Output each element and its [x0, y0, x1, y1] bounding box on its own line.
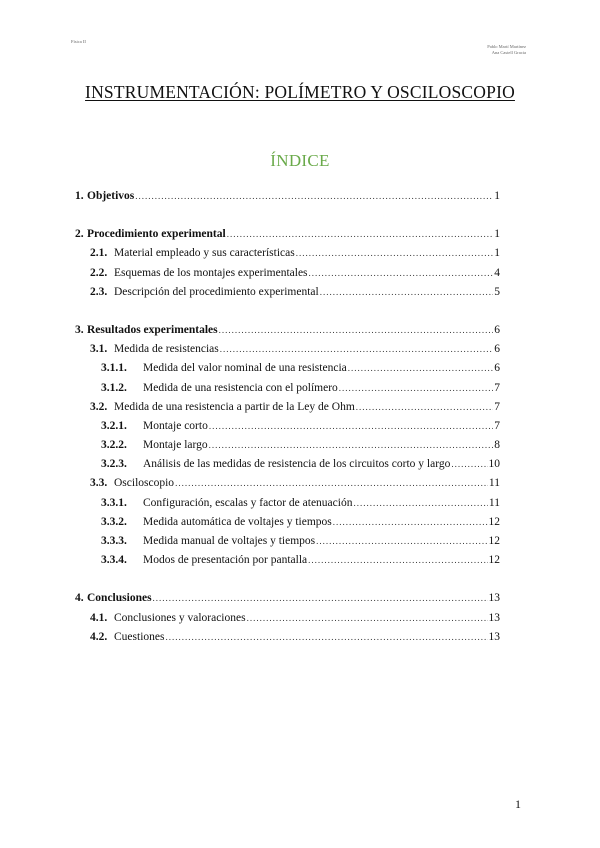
toc-label: Osciloscopio	[114, 477, 175, 490]
toc-label: Análisis de las medidas de resistencia de los circuitos corto y largo	[143, 458, 451, 471]
toc-page: 13	[488, 611, 500, 624]
toc-entry-3-2[interactable]	[75, 401, 500, 420]
dot-leader	[247, 613, 488, 623]
header-author-1: Pablo Martí Martínez	[487, 44, 526, 49]
toc-page: 13	[488, 592, 500, 605]
toc-entry-3-3[interactable]	[75, 477, 500, 496]
header-course: Física II	[71, 39, 86, 44]
toc-label: Material empleado y sus características	[114, 247, 295, 260]
toc-page: 6	[494, 323, 500, 336]
toc-entry-2-3[interactable]	[75, 286, 500, 305]
dot-leader	[356, 402, 493, 412]
toc-page: 11	[488, 477, 500, 490]
document-title: INSTRUMENTACIÓN: POLÍMETRO Y OSCILOSCOPIO	[85, 82, 515, 102]
dot-leader	[296, 248, 494, 258]
toc-page: 7	[494, 400, 500, 413]
toc-entry-3-1[interactable]	[75, 343, 500, 362]
header-authors	[487, 44, 526, 56]
dot-leader	[220, 344, 494, 354]
dot-leader	[209, 421, 493, 431]
toc-label: Conclusiones	[87, 592, 152, 605]
toc-number: 4.2.	[90, 630, 108, 643]
toc-entry-4-1[interactable]	[75, 612, 500, 631]
toc-page: 5	[494, 285, 500, 298]
toc-entry-3-1-2[interactable]	[75, 382, 500, 401]
toc-number: 3.2.1.	[101, 419, 127, 432]
dot-leader	[153, 593, 488, 603]
toc-number: 3.	[75, 323, 84, 336]
toc-label: Resultados experimentales	[87, 323, 218, 336]
toc-label: Conclusiones y valoraciones	[114, 611, 246, 624]
toc-number: 1.	[75, 190, 84, 202]
toc-number: 3.1.1.	[101, 362, 127, 375]
toc-number: 3.3.3.	[101, 535, 127, 547]
toc-label: Medida del valor nominal de una resistencia	[143, 362, 347, 375]
toc-page: 7	[494, 381, 500, 394]
toc-number: 3.1.2.	[101, 381, 127, 394]
toc-label: Medida automática de voltajes y tiempos	[143, 515, 332, 528]
toc-page: 1	[494, 247, 500, 260]
table-of-contents	[75, 190, 500, 650]
toc-number: 2.1.	[90, 247, 108, 260]
toc-number: 3.3.2.	[101, 515, 127, 528]
dot-leader	[227, 229, 494, 239]
toc-label: Descripción del procedimiento experimental	[114, 285, 319, 298]
toc-label: Configuración, escalas y factor de atenuación	[143, 496, 353, 509]
toc-page: 11	[488, 496, 500, 509]
toc-entry-3-2-2[interactable]	[75, 439, 500, 458]
toc-number: 3.3.1.	[101, 496, 127, 509]
header-author-2: Ana Castell Gracia	[491, 50, 526, 55]
toc-entry-3-2-3[interactable]	[75, 458, 500, 477]
toc-label: Modos de presentación por pantalla	[143, 554, 308, 567]
toc-label: Montaje corto	[143, 419, 208, 432]
toc-entry-3[interactable]	[75, 324, 500, 343]
toc-entry-1[interactable]	[75, 190, 500, 209]
toc-entry-3-3-1[interactable]	[75, 497, 500, 516]
toc-number: 4.	[75, 592, 84, 605]
toc-entry-3-3-3[interactable]	[75, 535, 500, 554]
toc-number: 3.3.4.	[101, 554, 127, 567]
dot-leader	[339, 383, 493, 393]
dot-leader	[309, 268, 494, 278]
index-heading: ÍNDICE	[270, 151, 330, 170]
toc-entry-4[interactable]	[75, 592, 500, 611]
toc-page: 1	[494, 190, 500, 202]
toc-entry-3-1-1[interactable]	[75, 362, 500, 381]
toc-label: Medida de una resistencia con el polímero	[143, 381, 338, 394]
dot-leader	[135, 191, 493, 201]
dot-leader	[451, 459, 487, 469]
toc-entry-2-1[interactable]	[75, 247, 500, 266]
toc-page: 6	[494, 343, 500, 356]
toc-page: 12	[488, 554, 500, 567]
toc-page: 1	[494, 228, 500, 241]
toc-entry-2-2[interactable]	[75, 267, 500, 286]
toc-number: 3.2.	[90, 400, 108, 413]
page-number: 1	[515, 797, 521, 811]
toc-entry-3-2-1[interactable]	[75, 420, 500, 439]
toc-label: Objetivos	[87, 190, 135, 202]
dot-leader	[316, 536, 487, 546]
toc-label: Medida manual de voltajes y tiempos	[143, 535, 316, 547]
dot-leader	[333, 517, 488, 527]
toc-page: 12	[488, 535, 500, 547]
dot-leader	[308, 555, 487, 565]
toc-label: Cuestiones	[114, 630, 165, 643]
toc-number: 3.2.3.	[101, 458, 127, 471]
toc-page: 13	[488, 630, 500, 643]
toc-page: 7	[494, 419, 500, 432]
toc-label: Medida de una resistencia a partir de la Ley de Ohm	[114, 400, 355, 413]
toc-entry-3-3-2[interactable]	[75, 516, 500, 535]
dot-leader	[353, 498, 487, 508]
toc-page: 12	[488, 515, 500, 528]
toc-entry-4-2[interactable]	[75, 631, 500, 650]
toc-entry-2[interactable]	[75, 228, 500, 247]
dot-leader	[348, 363, 494, 373]
toc-label: Esquemas de los montajes experimentales	[114, 266, 308, 279]
dot-leader	[175, 478, 488, 488]
toc-page: 6	[494, 362, 500, 375]
toc-number: 4.1.	[90, 611, 108, 624]
toc-number: 3.2.2.	[101, 439, 127, 452]
dot-leader	[209, 440, 494, 450]
toc-number: 2.2.	[90, 266, 108, 279]
toc-page: 4	[494, 266, 500, 279]
dot-leader	[320, 287, 494, 297]
toc-label: Medida de resistencias	[114, 343, 219, 356]
dot-leader	[219, 325, 494, 335]
toc-number: 2.3.	[90, 285, 108, 298]
toc-number: 3.1.	[90, 343, 108, 356]
toc-page: 8	[494, 439, 500, 452]
toc-number: 2.	[75, 228, 84, 241]
toc-page: 10	[488, 458, 500, 471]
toc-label: Montaje largo	[143, 439, 208, 452]
toc-label: Procedimiento experimental	[87, 228, 226, 241]
toc-number: 3.3.	[90, 477, 108, 490]
toc-entry-3-3-4[interactable]	[75, 554, 500, 573]
dot-leader	[165, 632, 487, 642]
